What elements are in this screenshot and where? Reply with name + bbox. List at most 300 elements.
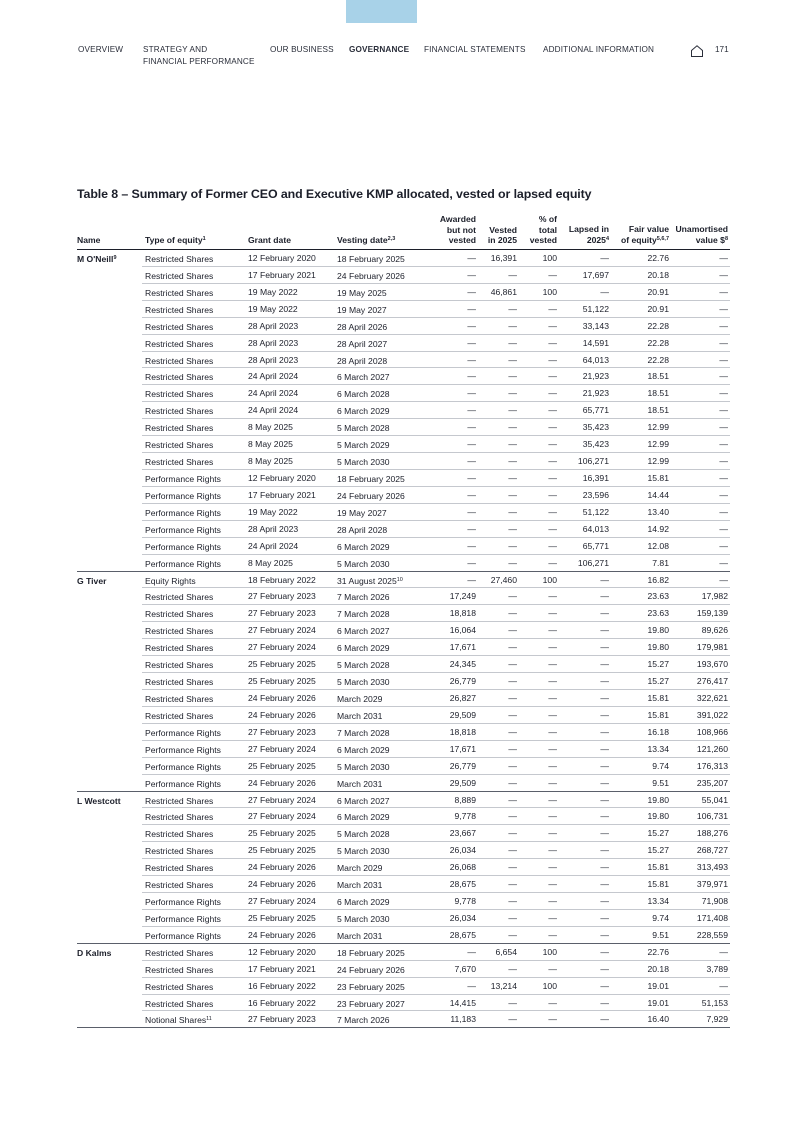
cell-vesting-date: March 2031 (337, 880, 383, 891)
cell-lapsed-in-2025: 64,013 (582, 354, 609, 365)
cell-vesting-date: 6 March 2027 (337, 372, 390, 383)
cell-pct-vested: — (548, 320, 557, 331)
cell-vested-in-2025: — (508, 828, 517, 839)
cell-fair-value: 12.99 (647, 439, 669, 450)
cell-equity-type: Restricted Shares (145, 880, 214, 891)
cell-fair-value: 19.80 (647, 794, 669, 805)
cell-unamortised-value: — (719, 405, 728, 416)
top-navigation (0, 44, 793, 74)
cell-equity-type: Restricted Shares (145, 964, 214, 975)
cell-lapsed-in-2025: — (600, 811, 609, 822)
page-number: 171 (715, 45, 729, 54)
cell-unamortised-value: — (719, 354, 728, 365)
cell-grant-date: 24 February 2026 (248, 929, 316, 940)
cell-awarded-not-vested: — (467, 540, 476, 551)
cell-vested-in-2025: — (508, 1014, 517, 1025)
table-row (0, 978, 793, 995)
cell-awarded-not-vested: — (467, 574, 476, 585)
cell-equity-type: Performance Rights (145, 727, 221, 738)
cell-awarded-not-vested: 26,034 (449, 845, 476, 856)
cell-grant-date: 27 February 2023 (248, 1014, 316, 1025)
cell-fair-value: 15.81 (647, 862, 669, 873)
cell-vested-in-2025: — (508, 489, 517, 500)
cell-lapsed-in-2025: — (600, 574, 609, 585)
cell-lapsed-in-2025: — (600, 980, 609, 991)
cell-vesting-date: 24 February 2026 (337, 270, 405, 281)
table-row (0, 335, 793, 352)
cell-pct-vested: — (548, 896, 557, 907)
header-grant-date: Grant date (248, 235, 291, 246)
cell-fair-value: 13.34 (647, 743, 669, 754)
cell-equity-type: Restricted Shares (145, 372, 214, 383)
cell-pct-vested: — (548, 354, 557, 365)
cell-pct-vested: — (548, 963, 557, 974)
row-divider (77, 1027, 730, 1028)
cell-fair-value: 15.81 (647, 709, 669, 720)
cell-pct-vested: — (548, 371, 557, 382)
cell-lapsed-in-2025: — (600, 946, 609, 957)
cell-vesting-date: March 2029 (337, 863, 383, 874)
cell-fair-value: 15.27 (647, 659, 669, 670)
table-header (0, 212, 793, 248)
cell-vesting-date: 5 March 2028 (337, 660, 390, 671)
table-row (0, 555, 793, 572)
cell-unamortised-value: — (719, 320, 728, 331)
section-tab-marker (346, 0, 417, 23)
cell-unamortised-value: — (719, 371, 728, 382)
nav-our-business[interactable]: OUR BUSINESS (270, 45, 334, 54)
cell-awarded-not-vested: 7,670 (454, 963, 476, 974)
cell-equity-type: Restricted Shares (145, 270, 214, 281)
table-row (0, 301, 793, 318)
cell-awarded-not-vested: — (467, 489, 476, 500)
cell-unamortised-value: 313,493 (696, 862, 728, 873)
cell-equity-type: Restricted Shares (145, 846, 214, 857)
cell-pct-vested: — (548, 1014, 557, 1025)
cell-awarded-not-vested: — (467, 523, 476, 534)
cell-vested-in-2025: — (508, 997, 517, 1008)
cell-vesting-date: 7 March 2026 (337, 1015, 390, 1026)
cell-lapsed-in-2025: — (600, 845, 609, 856)
table-row (0, 808, 793, 825)
cell-pct-vested: 100 (542, 286, 557, 297)
cell-vesting-date: 5 March 2030 (337, 761, 390, 772)
cell-equity-type: Restricted Shares (145, 609, 214, 620)
cell-vested-in-2025: — (508, 726, 517, 737)
cell-awarded-not-vested: — (467, 472, 476, 483)
cell-equity-type: Equity Rights (145, 575, 196, 586)
cell-awarded-not-vested: 17,249 (449, 591, 476, 602)
cell-unamortised-value: 322,621 (696, 692, 728, 703)
cell-awarded-not-vested: — (467, 303, 476, 314)
cell-equity-type: Restricted Shares (145, 287, 214, 298)
cell-equity-type: Restricted Shares (145, 389, 214, 400)
nav-additional-information[interactable]: ADDITIONAL INFORMATION (543, 45, 655, 54)
table-row (0, 639, 793, 656)
cell-grant-date: 27 February 2024 (248, 625, 316, 636)
cell-awarded-not-vested: — (467, 253, 476, 263)
cell-unamortised-value: 121,260 (696, 743, 728, 754)
cell-fair-value: 22.76 (647, 253, 669, 263)
table-row (0, 504, 793, 521)
cell-vesting-date: 5 March 2030 (337, 677, 390, 688)
cell-awarded-not-vested: 26,034 (449, 912, 476, 923)
cell-lapsed-in-2025: 21,923 (582, 388, 609, 399)
cell-unamortised-value: — (719, 506, 728, 517)
table-row (0, 605, 793, 622)
cell-vested-in-2025: — (508, 523, 517, 534)
cell-grant-date: 25 February 2025 (248, 845, 316, 856)
cell-pct-vested: — (548, 777, 557, 788)
cell-grant-date: 18 February 2022 (248, 574, 316, 585)
table-row (0, 521, 793, 538)
cell-pct-vested: — (548, 743, 557, 754)
cell-pct-vested: — (548, 692, 557, 703)
cell-awarded-not-vested: 26,779 (449, 676, 476, 687)
cell-pct-vested: — (548, 439, 557, 450)
cell-awarded-not-vested: 14,415 (449, 997, 476, 1008)
cell-vested-in-2025: — (508, 371, 517, 382)
cell-vested-in-2025: — (508, 354, 517, 365)
cell-equity-type: Restricted Shares (145, 254, 214, 264)
cell-awarded-not-vested: — (467, 286, 476, 297)
cell-vested-in-2025: — (508, 625, 517, 636)
cell-fair-value: 9.74 (652, 912, 669, 923)
cell-vested-in-2025: — (508, 337, 517, 348)
cell-vesting-date: 7 March 2028 (337, 727, 390, 738)
cell-equity-type: Restricted Shares (145, 829, 214, 840)
cell-vested-in-2025: — (508, 388, 517, 399)
cell-fair-value: 19.80 (647, 811, 669, 822)
table-row (0, 284, 793, 301)
cell-grant-date: 28 April 2023 (248, 320, 299, 331)
cell-lapsed-in-2025: 14,591 (582, 337, 609, 348)
cell-unamortised-value: — (719, 337, 728, 348)
cell-pct-vested: — (548, 828, 557, 839)
cell-vesting-date: 6 March 2027 (337, 626, 390, 637)
cell-pct-vested: — (548, 608, 557, 619)
cell-lapsed-in-2025: — (600, 862, 609, 873)
cell-awarded-not-vested: — (467, 557, 476, 568)
cell-vested-in-2025: 13,214 (490, 980, 517, 991)
cell-vested-in-2025: — (508, 777, 517, 788)
cell-vested-in-2025: — (508, 642, 517, 653)
cell-vesting-date: 5 March 2030 (337, 457, 390, 468)
cell-vesting-date: 5 March 2030 (337, 846, 390, 857)
cell-pct-vested: — (548, 269, 557, 280)
cell-awarded-not-vested: — (467, 980, 476, 991)
cell-awarded-not-vested: — (467, 456, 476, 467)
table-row (0, 572, 793, 589)
cell-pct-vested: — (548, 862, 557, 873)
cell-grant-date: 24 February 2026 (248, 777, 316, 788)
cell-pct-vested: — (548, 523, 557, 534)
table-row (0, 267, 793, 284)
cell-pct-vested: — (548, 726, 557, 737)
cell-lapsed-in-2025: 65,771 (582, 405, 609, 416)
cell-fair-value: 16.82 (647, 574, 669, 585)
cell-lapsed-in-2025: — (600, 912, 609, 923)
table-row (0, 487, 793, 504)
table-row (0, 876, 793, 893)
cell-equity-type: Performance Rights (145, 930, 221, 941)
cell-vested-in-2025: — (508, 845, 517, 856)
cell-vested-in-2025: — (508, 692, 517, 703)
cell-fair-value: 13.40 (647, 506, 669, 517)
cell-unamortised-value: 106,731 (696, 811, 728, 822)
table-row (0, 825, 793, 842)
cell-equity-type: Performance Rights (145, 897, 221, 908)
cell-vested-in-2025: — (508, 269, 517, 280)
cell-pct-vested: — (548, 676, 557, 687)
nav-governance[interactable]: GOVERNANCE (349, 45, 410, 54)
cell-pct-vested: — (548, 929, 557, 940)
cell-awarded-not-vested: — (467, 422, 476, 433)
cell-vesting-date: March 2031 (337, 930, 383, 941)
cell-pct-vested: — (548, 337, 557, 348)
cell-unamortised-value: 179,981 (696, 642, 728, 653)
cell-grant-date: 25 February 2025 (248, 828, 316, 839)
cell-lapsed-in-2025: — (600, 777, 609, 788)
cell-fair-value: 22.28 (647, 320, 669, 331)
cell-lapsed-in-2025: — (600, 642, 609, 653)
cell-lapsed-in-2025: 64,013 (582, 523, 609, 534)
cell-unamortised-value: — (719, 286, 728, 297)
cell-vested-in-2025: — (508, 794, 517, 805)
cell-lapsed-in-2025: — (600, 794, 609, 805)
cell-pct-vested: — (548, 845, 557, 856)
cell-vested-in-2025: — (508, 320, 517, 331)
cell-vesting-date: 23 February 2025 (337, 981, 405, 992)
cell-vested-in-2025: — (508, 912, 517, 923)
cell-vesting-date: 19 May 2025 (337, 287, 387, 298)
cell-fair-value: 20.18 (647, 963, 669, 974)
cell-grant-date: 27 February 2023 (248, 608, 316, 619)
cell-vested-in-2025: — (508, 659, 517, 670)
cell-unamortised-value: 51,153 (701, 997, 728, 1008)
cell-vested-in-2025: — (508, 743, 517, 754)
cell-unamortised-value: — (719, 269, 728, 280)
cell-vesting-date: 5 March 2028 (337, 829, 390, 840)
cell-fair-value: 15.81 (647, 879, 669, 890)
cell-grant-date: 27 February 2024 (248, 743, 316, 754)
table-body (0, 250, 793, 1028)
cell-vesting-date: 6 March 2029 (337, 643, 390, 654)
cell-grant-date: 17 February 2021 (248, 269, 316, 280)
cell-fair-value: 20.91 (647, 286, 669, 297)
cell-fair-value: 15.27 (647, 676, 669, 687)
cell-lapsed-in-2025: — (600, 286, 609, 297)
cell-unamortised-value: 276,417 (696, 676, 728, 687)
cell-pct-vested: — (548, 659, 557, 670)
table-row (0, 758, 793, 775)
table-row (0, 944, 793, 961)
cell-vested-in-2025: — (508, 557, 517, 568)
cell-fair-value: 18.51 (647, 388, 669, 399)
cell-lapsed-in-2025: 23,596 (582, 489, 609, 500)
header-type: Type of equity$^1$ (145, 235, 206, 246)
cell-grant-date: 25 February 2025 (248, 659, 316, 670)
cell-vesting-date: 24 February 2026 (337, 490, 405, 501)
cell-equity-type: Restricted Shares (145, 457, 214, 468)
cell-awarded-not-vested: — (467, 354, 476, 365)
cell-awarded-not-vested: — (467, 439, 476, 450)
cell-unamortised-value: — (719, 540, 728, 551)
cell-unamortised-value: — (719, 253, 728, 263)
cell-unamortised-value: — (719, 456, 728, 467)
executive-name: M O'Neill$^9$ (77, 254, 117, 264)
cell-pct-vested: — (548, 456, 557, 467)
cell-equity-type: Restricted Shares (145, 947, 214, 958)
cell-lapsed-in-2025: — (600, 709, 609, 720)
cell-awarded-not-vested: 17,671 (449, 743, 476, 754)
cell-vested-in-2025: — (508, 879, 517, 890)
cell-vesting-date: 6 March 2028 (337, 389, 390, 400)
cell-awarded-not-vested: 16,064 (449, 625, 476, 636)
cell-vesting-date: 18 February 2025 (337, 254, 405, 264)
cell-grant-date: 27 February 2024 (248, 794, 316, 805)
cell-equity-type: Performance Rights (145, 507, 221, 518)
cell-vested-in-2025: — (508, 676, 517, 687)
cell-grant-date: 24 April 2024 (248, 540, 299, 551)
table-row (0, 419, 793, 436)
header-unamortised: Unamortised value \$$^8$ (675, 223, 728, 246)
cell-fair-value: 18.51 (647, 371, 669, 382)
cell-grant-date: 24 February 2026 (248, 709, 316, 720)
cell-fair-value: 19.01 (647, 997, 669, 1008)
table-row (0, 775, 793, 792)
cell-pct-vested: — (548, 489, 557, 500)
table-row (0, 622, 793, 639)
cell-vested-in-2025: — (508, 472, 517, 483)
cell-awarded-not-vested: 29,509 (449, 777, 476, 788)
cell-fair-value: 12.99 (647, 456, 669, 467)
table-row (0, 792, 793, 809)
cell-unamortised-value: — (719, 303, 728, 314)
header-lapsed: Lapsed in 2025$^4$ (568, 223, 609, 246)
cell-vesting-date: 19 May 2027 (337, 507, 387, 518)
cell-grant-date: 16 February 2022 (248, 997, 316, 1008)
cell-grant-date: 27 February 2024 (248, 642, 316, 653)
table-row (0, 250, 793, 267)
cell-vesting-date: 5 March 2028 (337, 423, 390, 434)
cell-lapsed-in-2025: — (600, 659, 609, 670)
cell-fair-value: 9.51 (652, 777, 669, 788)
nav-financial-statements[interactable]: FINANCIAL STATEMENTS (424, 45, 526, 54)
cell-pct-vested: 100 (542, 574, 557, 585)
cell-fair-value: 20.91 (647, 303, 669, 314)
cell-fair-value: 22.28 (647, 337, 669, 348)
cell-vested-in-2025: — (508, 862, 517, 873)
cell-vesting-date: 28 April 2026 (337, 321, 388, 332)
cell-awarded-not-vested: — (467, 337, 476, 348)
cell-unamortised-value: 171,408 (696, 912, 728, 923)
cell-vesting-date: March 2029 (337, 693, 383, 704)
cell-fair-value: 19.01 (647, 980, 669, 991)
home-icon[interactable] (690, 44, 704, 58)
cell-vested-in-2025: — (508, 896, 517, 907)
cell-fair-value: 23.63 (647, 608, 669, 619)
cell-fair-value: 19.80 (647, 642, 669, 653)
cell-vested-in-2025: — (508, 608, 517, 619)
cell-grant-date: 17 February 2021 (248, 489, 316, 500)
table-row (0, 318, 793, 335)
nav-strategy[interactable] (143, 44, 255, 67)
cell-vested-in-2025: 27,460 (490, 574, 517, 585)
cell-awarded-not-vested: — (467, 506, 476, 517)
cell-pct-vested: — (548, 625, 557, 636)
cell-vesting-date: 18 February 2025 (337, 473, 405, 484)
cell-pct-vested: 100 (542, 980, 557, 991)
cell-lapsed-in-2025: 33,143 (582, 320, 609, 331)
header-pct-vested: % of total vested (529, 214, 557, 246)
cell-unamortised-value: 7,929 (706, 1014, 728, 1025)
cell-awarded-not-vested: — (467, 320, 476, 331)
cell-grant-date: 12 February 2020 (248, 253, 316, 263)
cell-equity-type: Restricted Shares (145, 660, 214, 671)
nav-strategy-line2: FINANCIAL PERFORMANCE (143, 56, 255, 66)
cell-lapsed-in-2025: 51,122 (582, 506, 609, 517)
cell-lapsed-in-2025: 106,271 (577, 557, 609, 568)
cell-unamortised-value: — (719, 523, 728, 534)
nav-overview[interactable]: OVERVIEW (78, 45, 124, 54)
cell-vested-in-2025: — (508, 540, 517, 551)
cell-pct-vested: — (548, 709, 557, 720)
nav-strategy-line1: STRATEGY AND (143, 45, 208, 54)
cell-unamortised-value: 17,982 (701, 591, 728, 602)
cell-vesting-date: 19 May 2027 (337, 304, 387, 315)
cell-fair-value: 12.99 (647, 422, 669, 433)
table-row (0, 453, 793, 470)
cell-vested-in-2025: — (508, 811, 517, 822)
cell-equity-type: Performance Rights (145, 778, 221, 789)
cell-equity-type: Restricted Shares (145, 304, 214, 315)
cell-equity-type: Restricted Shares (145, 998, 214, 1009)
cell-unamortised-value: 176,313 (696, 760, 728, 771)
cell-vested-in-2025: — (508, 591, 517, 602)
cell-pct-vested: — (548, 506, 557, 517)
table-row (0, 961, 793, 978)
cell-fair-value: 16.18 (647, 726, 669, 737)
table-row (0, 995, 793, 1012)
cell-pct-vested: — (548, 811, 557, 822)
cell-vesting-date: 6 March 2029 (337, 406, 390, 417)
table-row (0, 470, 793, 487)
cell-vested-in-2025: — (508, 303, 517, 314)
cell-pct-vested: — (548, 303, 557, 314)
cell-equity-type: Performance Rights (145, 761, 221, 772)
cell-fair-value: 20.18 (647, 269, 669, 280)
table-row (0, 842, 793, 859)
cell-lapsed-in-2025: — (600, 726, 609, 737)
cell-unamortised-value: — (719, 472, 728, 483)
executive-name: D Kalms (77, 947, 112, 958)
cell-grant-date: 12 February 2020 (248, 946, 316, 957)
cell-grant-date: 28 April 2023 (248, 337, 299, 348)
header-name: Name (77, 235, 101, 246)
cell-lapsed-in-2025: — (600, 997, 609, 1008)
cell-grant-date: 24 February 2026 (248, 862, 316, 873)
cell-grant-date: 28 April 2023 (248, 354, 299, 365)
cell-grant-date: 24 February 2026 (248, 692, 316, 703)
cell-grant-date: 25 February 2025 (248, 912, 316, 923)
cell-grant-date: 24 February 2026 (248, 879, 316, 890)
cell-unamortised-value: 268,727 (696, 845, 728, 856)
cell-unamortised-value: 71,908 (701, 896, 728, 907)
cell-awarded-not-vested: — (467, 269, 476, 280)
cell-lapsed-in-2025: — (600, 963, 609, 974)
cell-unamortised-value: 55,041 (701, 794, 728, 805)
